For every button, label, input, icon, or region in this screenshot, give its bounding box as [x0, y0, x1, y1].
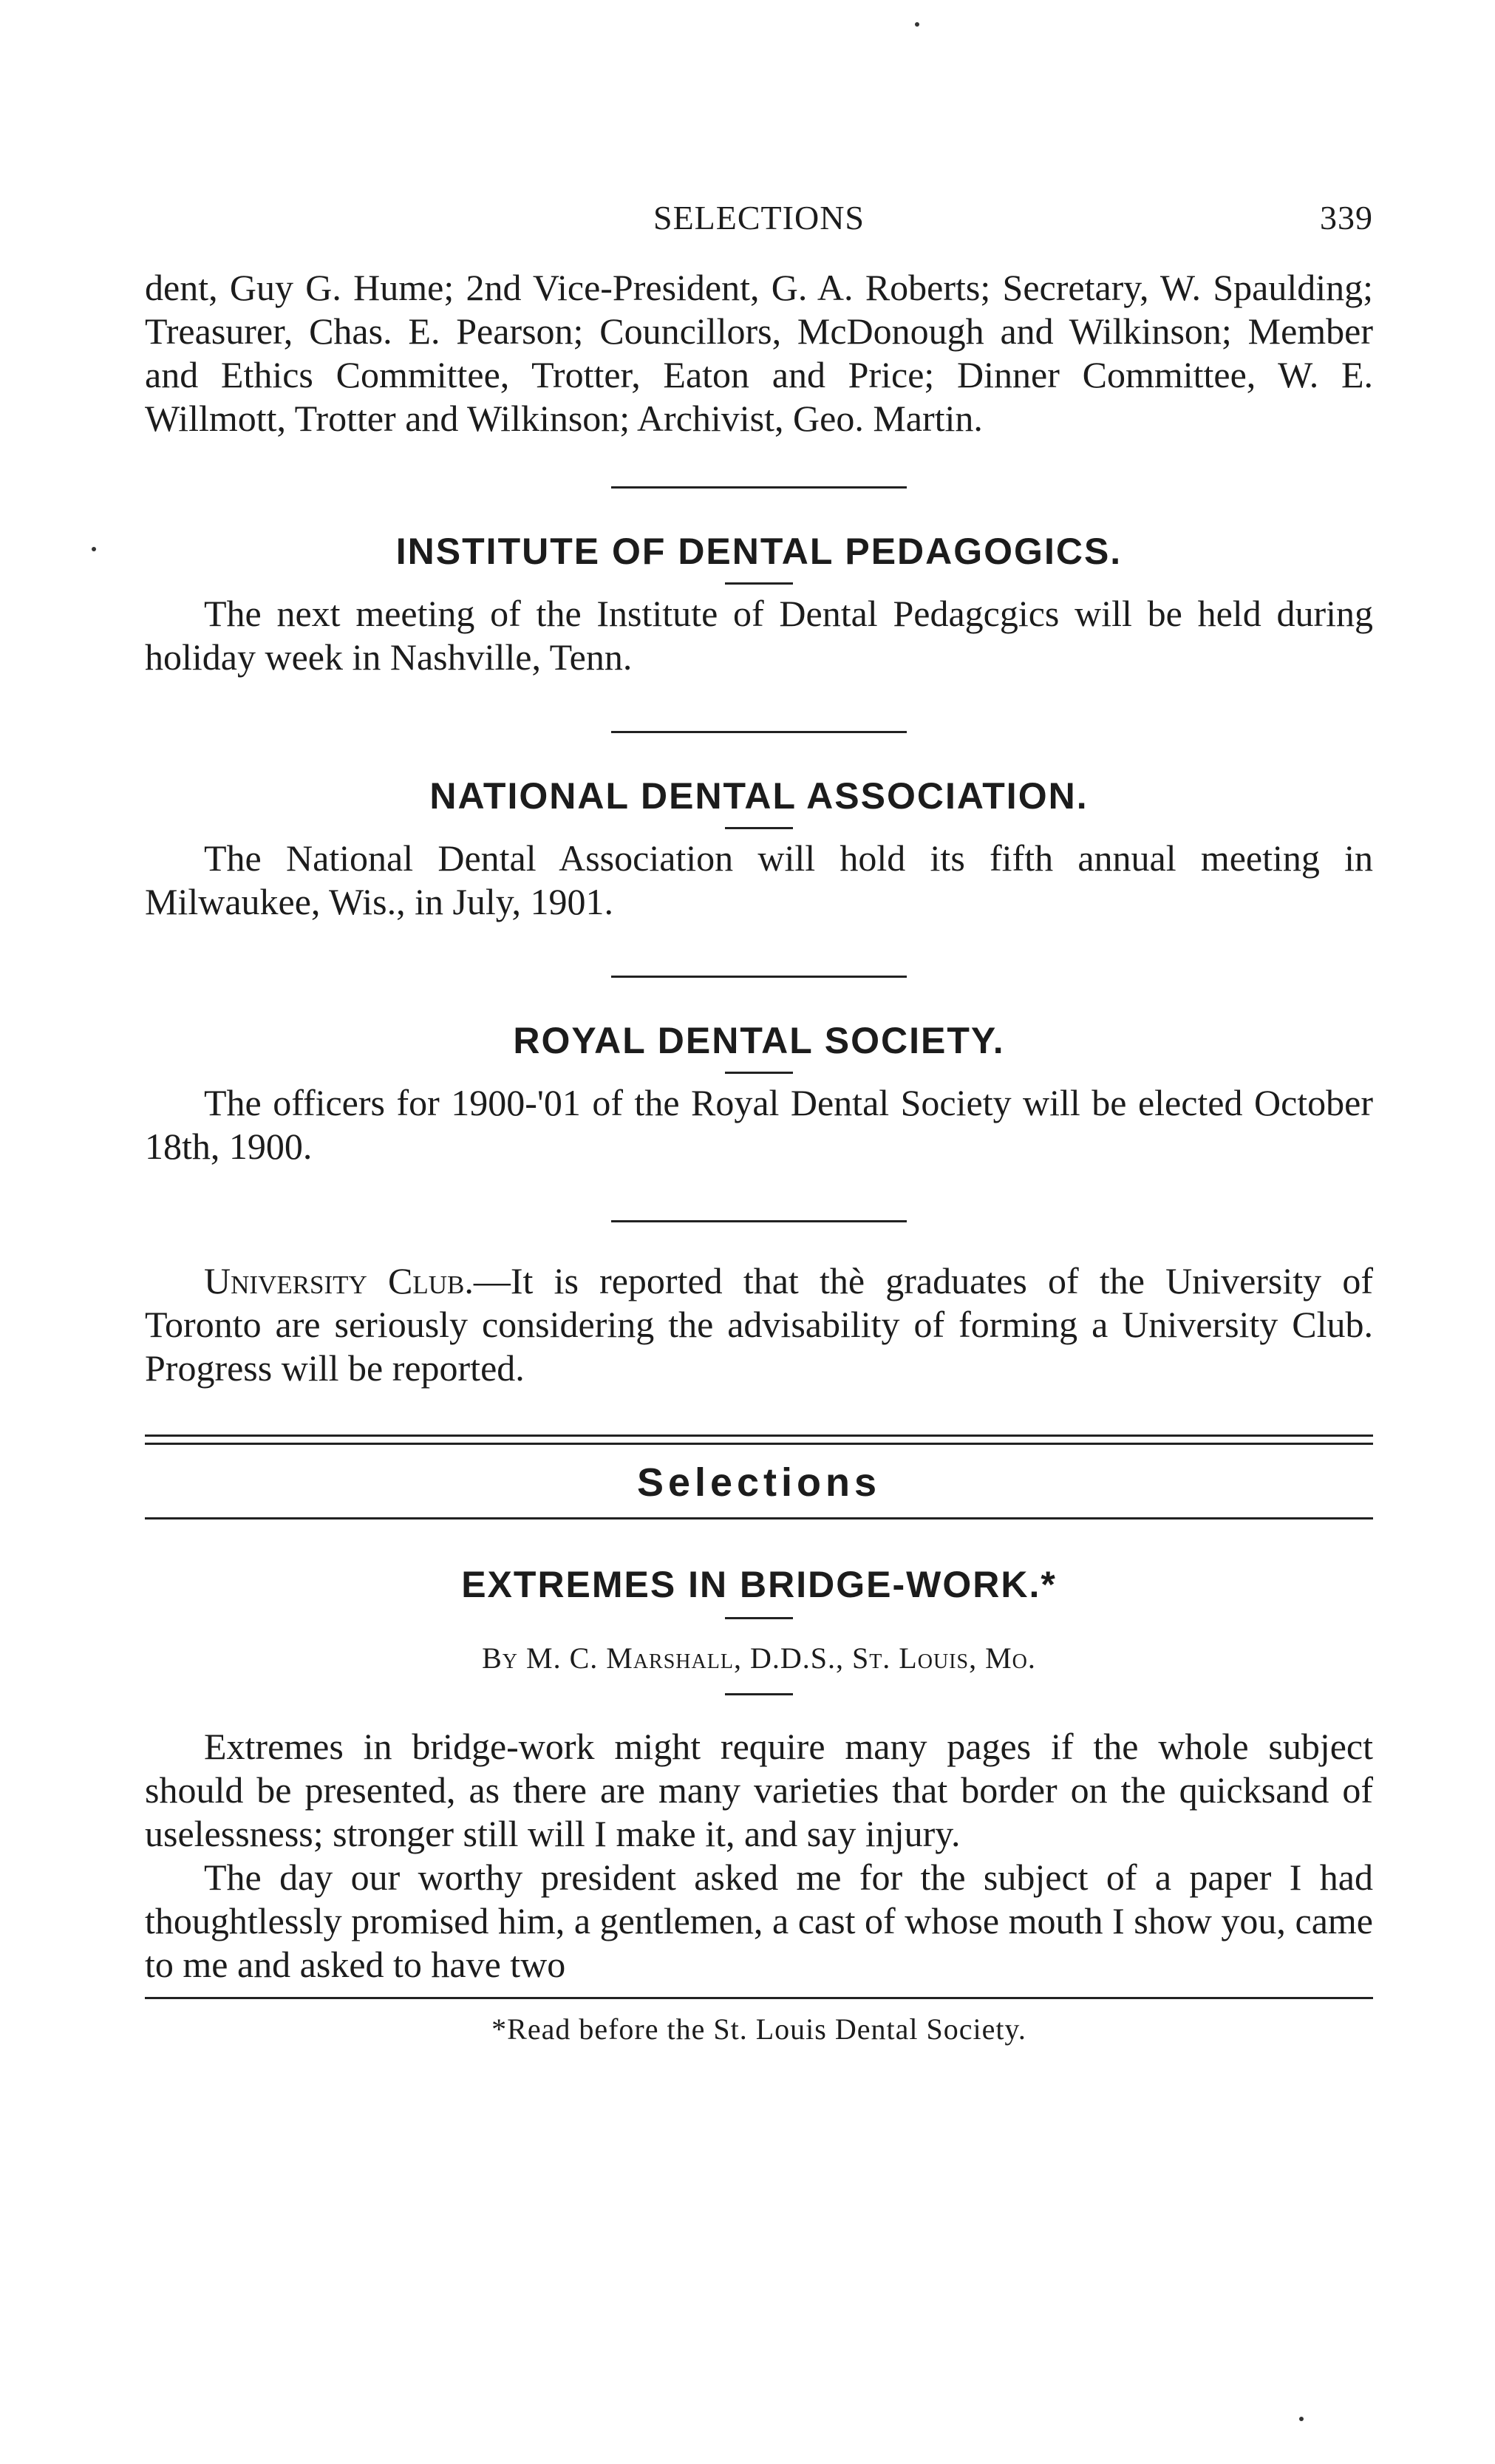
footnote: *Read before the St. Louis Dental Society.	[491, 2012, 1026, 2046]
section-title: Selections	[636, 1460, 882, 1505]
article-paragraph: The day our worthy president asked me for the subject of a paper I had thoughtlessly promised him, a gentlemen, a cast of whose mouth I show you, came to me and asked to have two	[145, 1856, 1373, 1985]
running-head	[145, 185, 1373, 236]
heading-underline	[725, 1072, 793, 1074]
double-rule-bottom	[145, 1443, 1373, 1445]
section-divider	[611, 976, 907, 978]
title-underline	[725, 1617, 793, 1619]
article-paragraph: Extremes in bridge-work might require many pages if the whole subject should be presented, as there are many varieties that border on the quicksand of uselessness; stronger still will I make it, and say injury.	[145, 1726, 1373, 1854]
book-page	[145, 185, 1373, 2048]
scan-speck	[92, 547, 96, 551]
footnote-rule	[145, 1997, 1373, 1999]
section-divider	[611, 1220, 907, 1222]
page-number: 339	[1320, 199, 1373, 236]
scan-speck	[1299, 2417, 1304, 2421]
notice-heading: ROYAL DENTAL SOCIETY.	[513, 1020, 1005, 1061]
section-title-rule	[145, 1517, 1373, 1519]
notice-text: The National Dental Association will hold its fifth annual meeting in Milwaukee, Wis., in July, 1901.	[145, 837, 1373, 922]
double-rule-top	[145, 1435, 1373, 1437]
byline-underline	[725, 1693, 793, 1695]
university-club-lead: University Club.	[204, 1260, 474, 1301]
selections-banner	[145, 1435, 1373, 1519]
article-byline: By M. C. Marshall, D.D.S., St. Louis, Mo.	[482, 1641, 1036, 1675]
article-title: EXTREMES IN BRIDGE-WORK.*	[461, 1564, 1057, 1605]
scan-speck	[915, 22, 919, 27]
heading-underline	[725, 827, 793, 829]
section-divider	[611, 486, 907, 489]
notice-text: The officers for 1900-'01 of the Royal Dental Society will be elected October 18th, 1900.	[145, 1082, 1373, 1167]
section-divider	[611, 731, 907, 733]
continuation-paragraph: dent, Guy G. Hume; 2nd Vice-President, G. A. Roberts; Secretary, W. Spaulding; Treasurer, Chas. E. Pearson; Councillors, McDonough and Wilkinson; Member and Ethics Committee, Trotter, Eaton and Price; Dinner Committee, W. E. Willmott, Trotter and Wilkinson; Archivist, Geo. Martin.	[145, 267, 1373, 439]
university-club-paragraph	[145, 1259, 1373, 1390]
notice-text: The next meeting of the Institute of Dental Pedagcgics will be held during holiday week in Nashville, Tenn.	[145, 593, 1373, 678]
university-club-text: —It is reported that thè graduates of the University of Toronto are seriously considering the advisability of forming a University Club. Progress will be reported.	[145, 1260, 1373, 1389]
notice-heading: INSTITUTE OF DENTAL PEDAGOGICS.	[395, 531, 1123, 572]
heading-underline	[725, 582, 793, 585]
running-head-title: SELECTIONS	[653, 199, 865, 236]
notice-heading: NATIONAL DENTAL ASSOCIATION.	[429, 775, 1089, 817]
